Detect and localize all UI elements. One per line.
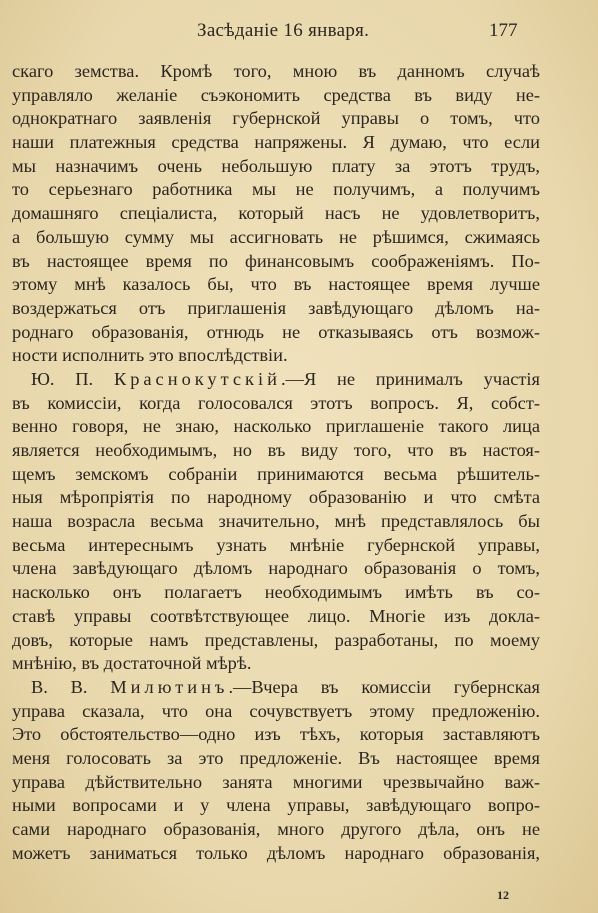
text-line: этому мнѣ казалось бы, что въ настоящее время лучше xyxy=(12,274,540,295)
text-line: мнѣнію, въ достаточной мѣрѣ. xyxy=(12,653,252,674)
running-header xyxy=(0,20,598,44)
text-line: является необходимымъ, но въ виду того, что въ настоя- xyxy=(12,440,540,460)
text-line: наши платежныя средства напряжены. Я думаю, что если xyxy=(12,132,540,153)
text-line: мы назначимъ очень небольшую плату за этотъ трудъ, xyxy=(12,155,540,176)
speaker-initials: В. В. xyxy=(31,676,111,697)
text-line: управа дѣйствительно занята многими чрезвычайно важ- xyxy=(12,771,540,792)
text-line: то серьезнаго работника мы не получимъ, а получимъ xyxy=(12,179,540,200)
text-line: ности исполнить это впослѣдствіи. xyxy=(12,345,288,366)
text-line: роднаго образованія, отнюдь не отказываясь отъ возмож- xyxy=(12,321,540,342)
text-line: члена завѣдующаго дѣломъ народнаго образованія о томъ, xyxy=(12,558,540,579)
speaker-line xyxy=(12,676,540,700)
running-title: Засѣданіе 16 января. xyxy=(197,20,370,41)
text-line: ныя мѣропріятія по народному образованію и что смѣта xyxy=(12,487,540,508)
page-number: 177 xyxy=(489,20,518,41)
text-line: насколько онъ полагаетъ необходимымъ имѣть въ со- xyxy=(12,582,540,603)
speech-text: .—Вчера въ комиссіи губернская xyxy=(228,676,540,697)
text-line: довъ, которые намъ представлены, разработаны, по моему xyxy=(12,629,540,650)
text-line: Это обстоятельство—одно изъ тѣхъ, которыя заставляютъ xyxy=(12,724,540,745)
text-line: щемъ земскомъ собраніи принимаются весьма рѣшитель- xyxy=(12,463,540,484)
text-line: управа сказала, что она сочувствуетъ этому предложенію. xyxy=(12,700,540,721)
text-line: однократнаго заявленія губернской управы о томъ, что xyxy=(12,108,540,129)
text-line: въ настоящее время по финансовымъ соображеніямъ. По- xyxy=(12,250,540,271)
text-line: домашняго спеціалиста, который насъ не удовлетворитъ, xyxy=(12,203,540,224)
speaker-initials: Ю. П. xyxy=(31,368,114,389)
speaker-name: Милютинъ xyxy=(110,676,229,697)
text-line: венно говоря, не знаю, насколько приглашеніе такого лица xyxy=(12,416,540,437)
text-line: ставѣ управы соотвѣтствующее лицо. Многіе изъ докла- xyxy=(12,605,540,626)
speech-text: .—Я не принималъ участія xyxy=(280,368,541,389)
text-line: наша возрасла весьма значительно, мнѣ представлялось бы xyxy=(12,511,540,532)
speaker-name: Краснокутскій xyxy=(113,368,281,389)
text-line: весьма интереснымъ узнать мнѣніе губернской управы, xyxy=(12,534,540,555)
text-line: можетъ заниматься только дѣломъ народнаго образованія, xyxy=(12,842,540,863)
text-line: меня голосовать за это предложеніе. Въ настоящее время xyxy=(12,747,540,768)
text-line: ными вопросами и у члена управы, завѣдующаго вопро- xyxy=(12,795,540,816)
text-line: а большую сумму мы ассигновать не рѣшимся, сжимаясь xyxy=(12,226,540,247)
text-line: скаго земства. Кромѣ того, мною въ данномъ случаѣ xyxy=(12,61,540,81)
text-line: въ комиссіи, когда голосовался этотъ вопросъ. Я, собст- xyxy=(12,392,540,413)
signature-mark: 12 xyxy=(497,888,509,902)
text-line: сами народнаго образованія, много другого дѣла, онъ не xyxy=(12,819,540,839)
speaker-line xyxy=(12,368,540,392)
text-line: воздержаться отъ приглашенія завѣдующаго дѣломъ на- xyxy=(12,297,540,318)
page-body-text xyxy=(12,60,540,865)
text-line: управляло желаніе съэкономить средства въ виду не- xyxy=(12,84,540,105)
